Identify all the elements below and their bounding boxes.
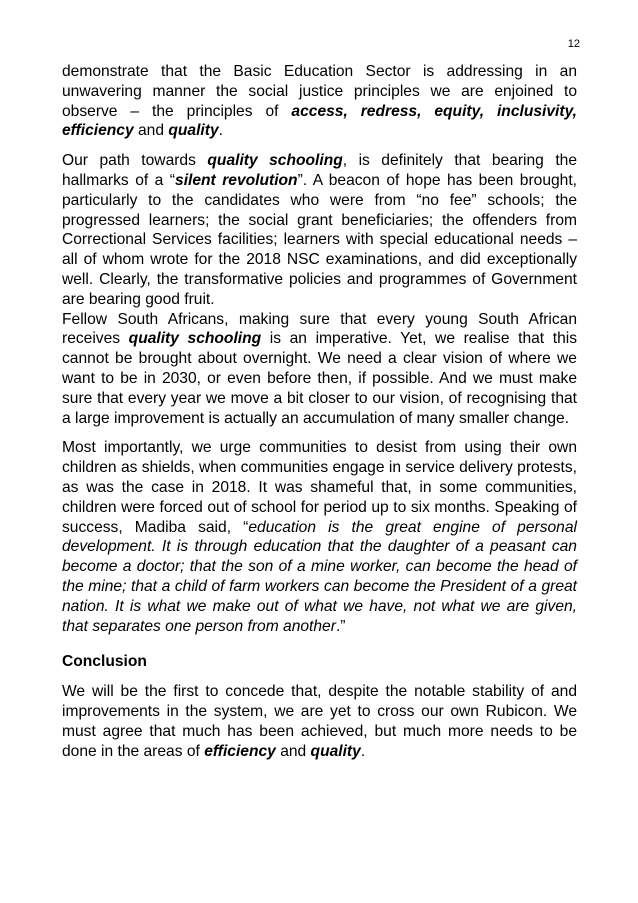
text-run-normal: Most importantly, we urge communities to desist from using their own children as shields, when communities engage in service delivery protests, as was the case in 2018. It was shameful that, in some communities, children were forced out of school for period up to six months. Speaking of success, Madiba said, “ — [62, 439, 577, 536]
text-run-bold-italic: access, redress, equity, inclusivity, efficiency — [62, 102, 577, 140]
text-run-normal: is an imperative. Yet, we realise that this cannot be brought about overnight. We need a clear vision of where we want to be in 2030, or even before then, if possible. And we must make sure that every year we move a bit closer to our vision, of recognising that a large improvement is actually an accumulation of many smaller change. — [62, 330, 577, 427]
text-run-bold-italic: quality schooling — [207, 152, 343, 170]
text-run-bold-italic: quality schooling — [128, 330, 262, 348]
paragraph-quality-schooling — [62, 151, 577, 309]
paragraph-principles — [62, 62, 577, 141]
text-run-normal: . — [360, 742, 366, 760]
paragraph-communities — [62, 438, 577, 636]
paragraph-conclusion — [62, 682, 577, 761]
text-run-bold-italic: quality — [310, 742, 361, 760]
text-run-bold-italic: quality — [168, 122, 219, 140]
text-run-normal: .” — [335, 617, 346, 635]
text-run-normal: demonstrate that the Basic Education Sector is addressing in an unwavering manner the social justice principles we are enjoined to observe – the principles of — [62, 63, 577, 120]
page-number: 12 — [567, 38, 580, 50]
paragraph-fellow-south-africans — [62, 310, 577, 429]
text-run-normal: , is definitely that bearing the hallmarks of a “ — [62, 152, 577, 189]
text-run-normal: Our path towards — [62, 152, 208, 170]
conclusion-heading: Conclusion — [62, 653, 147, 671]
text-run-normal: and — [133, 122, 169, 140]
text-run-italic: education is the great engine of personal development. It is through education that the daughter of a peasant can become a doctor; that the son of a mine worker, can become the head of the mine; that a child of farm workers can become the President of a great nation. It is what we make out of what we have, not what we are given, that separates one person from another — [62, 518, 577, 635]
text-run-bold-italic: efficiency — [204, 742, 276, 760]
text-run-normal: and — [275, 742, 311, 760]
text-run-normal: Fellow South Africans, making sure that every young South African receives — [62, 310, 577, 348]
document-body — [62, 62, 577, 771]
text-run-normal: We will be the first to concede that, despite the notable stability of and improvements in the system, we are yet to cross our own Rubicon. We must agree that much has been achieved, but much more needs to be done in the areas of — [62, 683, 577, 760]
text-run-bold-italic: silent revolution — [175, 171, 298, 189]
text-run-normal: . — [218, 122, 223, 140]
text-run-normal: ”. A beacon of hope has been brought, particularly to the candidates who were from “no fee” schools; the progressed learners; the social grant beneficiaries; the offenders from Correctional Services facilities; learners with special educational needs – all of whom wrote for the 2018 NSC examinations, and did exceptionally well. Clearly, the transformative policies and programmes of Government are bearing good fruit. — [62, 171, 577, 308]
